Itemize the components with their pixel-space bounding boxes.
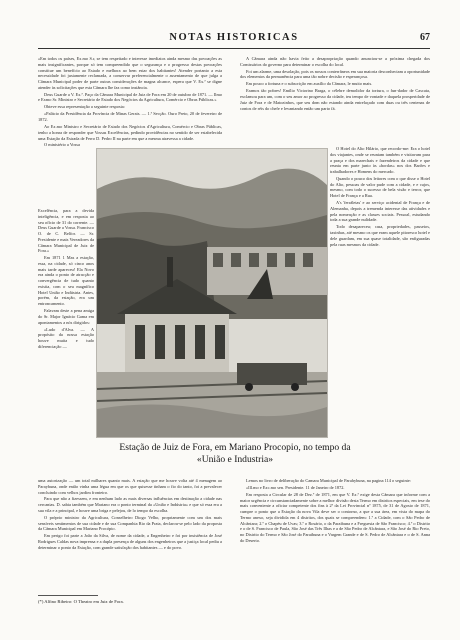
header-rule (38, 48, 430, 49)
photo-window (249, 253, 259, 267)
photo-window (267, 253, 277, 267)
photo-station-door (195, 325, 205, 359)
paragraph: O ministério a Vossa (44, 142, 80, 148)
photo-station-door (175, 325, 185, 359)
paragraph: A Câmara ainda não havia feito a desapropriação quando anunciou-se a próxima chegada dos Comissários do governo para determinar o escolha do local. (240, 56, 430, 67)
photo-caption (40, 442, 430, 466)
photo-window (231, 253, 241, 267)
paragraph: Quando o pouco dos leitores com o que disse o Hotel do Alto, pessoas de valor pude com a cidade, e e cujos, mesmo, com todo o sucesso de bela visão e terror, que Hotel de França e a Rua. (330, 175, 430, 199)
photo-window (285, 253, 295, 267)
footnote (38, 599, 222, 605)
right-column-wrap (330, 146, 430, 436)
paragraph: O Hotel do Alto Hilário, que recordo-me: Era o hotel dos viajantes, onde se reuniam também e visitavam para a praça e dos marechais e fazendeiros da cidade e que reunia em parte junto às «bordas» nos dos Barões e trabalhadores e Homens do mercado. (330, 146, 430, 174)
paragraph: «Em todos os países, Ex.mo S.r, se tem respeitado e interesse imediatos ainda mesmo das povoações as mais insignificantes, porque só tem compreendido que o segurança e o progresso destas povoações constitue um benefício ao Estado e melhora ao bem estar dos habitantes! Atender portanto a esta necessidade foi justamente reclamada, a conservar preferencialmente o assentamento de que julga a Câmara Municipal poder de parte outras considerações de magna alcance, espera que V. Ex.ª se digne atender às solicitações que esta Câmara lhe faz como instância. (38, 56, 222, 90)
paragraph: A's 'ferráletas' e ao serviço acidental de França e de Alemanha, depois a tremenda interesse das atividades e pela nomeação e as classes sociais. Pessoal, estudando toda a sua grande nulidade. (330, 200, 430, 223)
photo-station-door (215, 325, 225, 359)
paragraph: Ao Ex.mo Ministro e Secretário de Estado dos Negócios d'Agricultura, Comércio e Obras Públicas, tenho a honra de responder que Vossas Excelências, pedindo providências no sentido de ser estabelecida uma Estação da Estrada de Ferro D. Pedro II na parte em que a mesma atravessa a cidade. (38, 124, 222, 141)
photo-chimney (167, 257, 173, 287)
paragraph: Em perigo foi parte a João da Silva, de nome da cidade, a Engenheiro e foi por insistência de José Rodrigues Caldas nova imprensa e a dupla presença de alguns dos engenheiros que a justiça local pediu a determinar o ponto da Estação, com grande satisfação dos habitantes — e do povo. (38, 533, 222, 550)
paragraph: Eramos tão pobres! Emílio Victorino Braga, o célebre demolidor da tortura, o fun-dador de Cascata, exclamou para um, com o seu amor ao progresso da cidade, teu tempo de vontade e daquela prosperidade de Juiz de Fora e de Matozinhos, que seu dom não estando ainda entrelaçado com duas ou três centenas de contos de réis do chefe e levantando então um parto fá. (240, 88, 430, 111)
paragraph: Lemos no livro de deliberação do Camara Municipal de Parahybuna, na pagina 114 o seguinte: (246, 478, 411, 483)
page-number: 67 (420, 32, 430, 43)
footnote-text: Alfino Ribeiro: O Theatro em Juiz de Fora. (44, 599, 124, 604)
photo-station-door (155, 325, 165, 359)
paragraph: Todo desapareceu; casa, propriedades, passeios, taxinhas, até mesmo os que eram aquele pitoresco hotel e dele guardam, em sua quase totalidade, são enfiguradas pela ruas mesmos da cidade. (330, 224, 430, 247)
station-photograph (96, 148, 328, 438)
paragraph: Excelência, para a devida inteligência, e em resposta ao seu ofício de 31 do corrente. — Deus Guarde a Vossa. Francisco O. de C. Belfor. — Sr. Presidente e mais Vereadores da Câmara Municipal de Juiz de Fora.» (38, 208, 94, 254)
photo-window (303, 253, 313, 267)
caption-line-1: Estação de Juiz de Fora, em Mariano Procopio, no tempo da (119, 442, 351, 453)
paragraph: O próprio ministro da Agricultura, Conselheiro Diogo Velho, propriamente com um dos mais sensíveis sentimentos de sua cidade e de sua Companhia Rio da Prata, declarou-se pelo lado da proposta da Câmara Municipal em Mariano Procópio. (38, 514, 222, 532)
photo-wheel (291, 383, 299, 391)
photo-window (213, 253, 223, 267)
paragraph: Para que não a fizessem, e em nenhum lado as mais diversas influências em destinação a cidade nas cercanias. D. sabia também que Mariano era o ponto terminal da «União e Indústria» e que só essa era a sua vila e a principal, e houve uma briga e pelejou, de lo tempo da escolha. (38, 496, 222, 513)
right-column-top (240, 56, 430, 150)
right-column-bottom (240, 478, 430, 624)
photo-illustration (97, 149, 327, 437)
photo-wheel (245, 383, 253, 391)
paragraph: Falavam deste a pena amiga do Sr. Major Ignácio Gama em apontamentos a nós dirigidos: (38, 308, 94, 325)
footnote-marker: (*) (38, 599, 44, 604)
page-header (38, 32, 430, 46)
photo-station-door (135, 325, 145, 359)
running-title: NOTAS HISTORICAS (169, 32, 299, 43)
paragraph: Foi um alarme, uma desolação, pois os nossos conterrâneos em sua maioria desconheciam a oportunidade dos elementos da permanência para uma tão nobre decisão e esperançosa. (240, 68, 430, 80)
left-column-wrap (38, 208, 94, 436)
paragraph: Deus Guarde a V. Ex.ª. Paço da Câmara Municipal de Juiz de Fora em 20 de outubro de 1871. — Ilmo e Exmo Sr. Ministro e Secretário de Estado dos Negócios da Agricultura, Comércio e Obras Públicas.» (38, 91, 222, 103)
paragraph: uma autorização — um total milhares quanto mais. A estação que me houve volta até 4 menagem ao Paraybuna, onde então vinha uma légua em que os que quisesse tinham o fio do tanto, foi a prevalecer concluindo com velhos jardim fronteiro. (38, 478, 222, 495)
left-column-bottom (38, 478, 222, 590)
paragraph: Em pouco a fortuna e o subscrição em auxílio da Câmara, le muito mais. (246, 81, 373, 87)
caption-line-2: «União e Industria» (196, 454, 274, 465)
paragraph: Em 1871 1 Mas a estação, essa, na cidade, só cinco anos mais tarde apareceu! Ela Novo era ainda o ponto de atracção e convergência de tudo quanto existia, com o seu magnífico Hotel União e Indústria. Antes, porém, da estação, era um entroncamento. (38, 255, 94, 307)
paragraph: Em resposta a Circular de 28 de Dez.º de 1871, em que V. Ex.ª exige desta Câmara que informe com a maior urgência e circunstanciadamente sobre a melhor divisão desta Termo em distritos especiais, em tese do mais conveniente a oficiar competente dos fins à 2ª da Lei Provincial nº 1875, de 31 de Agosto de 1871, cumpre o ponto que a Estação da nova Vila deve ser o contorno, a que a sua área, em vista do mapa do Termo anexo, seja dividida em 4 distritos, dos quais se compreendem: 1.º a Cidade, com o São Pedro de Alcântara; 2.º o Chapéu de Uvas; 3.º o Rosário, o da Paraibuna e a Freguesia de São Francisco; 4.º o Distrito e o de S. Francisco de Paula, São José das Três Ilhas e a de São Pedro de Alcântara, e São José do Rio Preto, no Distrito do Termo e São José do Paraibuna e o Vargem Grande e de S. Pedro de Alcântara e o de S. Anna do Deserto. (240, 491, 430, 543)
photo-train-car (237, 363, 307, 385)
paragraph: «Ludo d'Alva. — A propósito da nossa estação houve muita e tudo diferenciação — (38, 326, 94, 349)
footnote-rule (38, 595, 98, 596)
paragraph: «Ill.mo e Exc.mo sen. Presidente. 11 de Janeiro de 1872. (246, 484, 345, 490)
paragraph: Obteve essa representação a seguinte resposta: (44, 104, 125, 110)
paragraph: «Palácio da Presidência da Província de Minas Gerais. — 1.ª Secção. Ouro Preto, 20 de fevereiro de 1872. (38, 111, 222, 123)
